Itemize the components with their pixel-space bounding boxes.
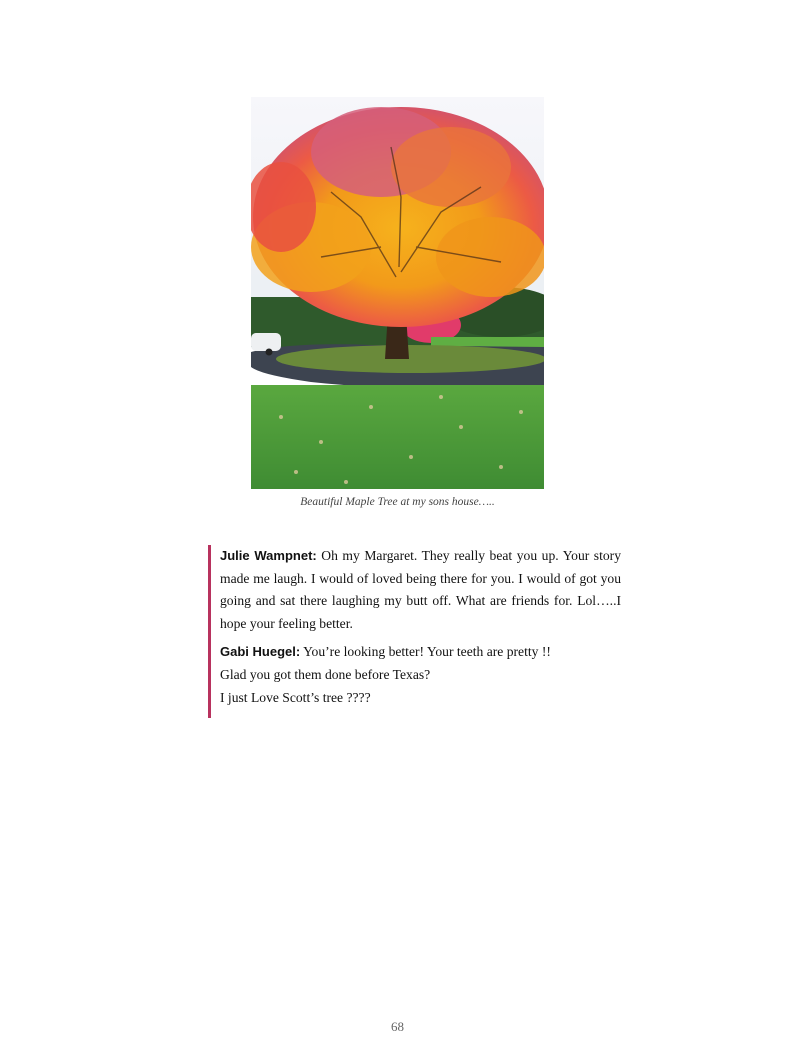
page-number: 68 [391, 1019, 404, 1034]
comment-line: Glad you got them done before Texas? [220, 666, 431, 682]
comment-author: Julie Wampnet: [220, 548, 317, 563]
maple-tree-photo [251, 97, 544, 489]
comment-line [220, 641, 621, 664]
comment-gabi [220, 641, 621, 709]
comments-block [208, 545, 621, 718]
maple-tree-image [251, 97, 544, 489]
comment-line: I just Love Scott’s tree ???? [220, 689, 371, 705]
photo-caption: Beautiful Maple Tree at my sons house….. [300, 496, 495, 508]
comment-julie [220, 545, 621, 635]
comment-text: Oh my Margaret. They really beat you up. Your story made me laugh. I would of loved being there for you. I would of got you going and sat there laughing my butt off. What are friends for. Lol…..I hope your feeling better. [220, 548, 621, 631]
comment-text: You’re looking better! Your teeth are pretty !! [303, 644, 551, 660]
comment-author: Gabi Huegel: [220, 644, 301, 660]
